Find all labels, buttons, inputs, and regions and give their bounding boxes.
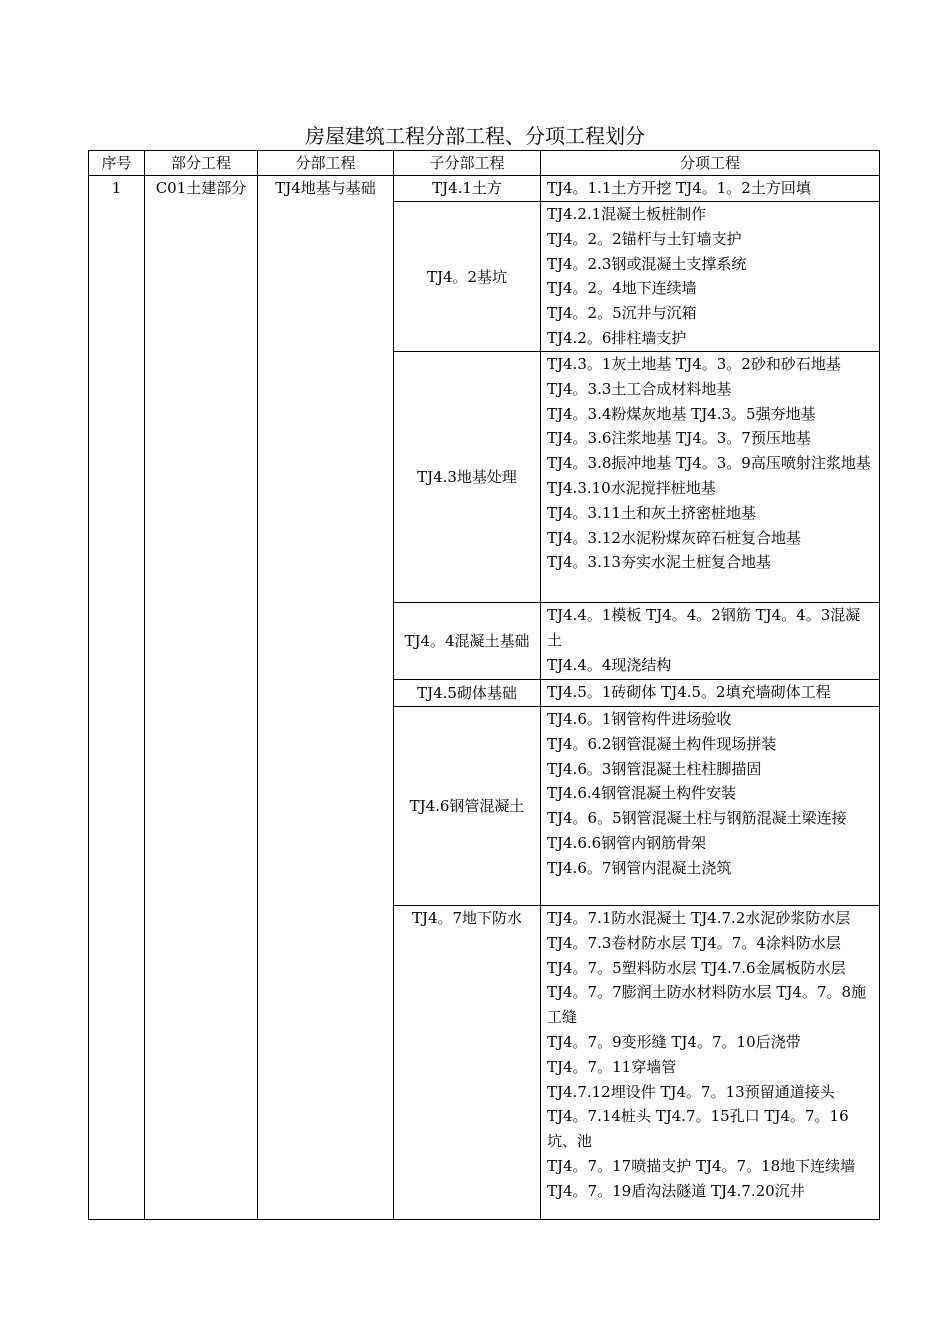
header-division: 分部工程 bbox=[258, 151, 394, 176]
item-line: TJ4。3.13夯实水泥土桩复合地基 bbox=[547, 553, 771, 572]
item-line: TJ4。7。9变形缝 TJ4。7。10后浇带 bbox=[547, 1032, 801, 1051]
cell-subdivision: TJ4.6钢管混凝土 bbox=[394, 707, 541, 906]
cell-subdivision: TJ4。2基坑 bbox=[394, 202, 541, 352]
cell-subdivision: TJ4.5砌体基础 bbox=[394, 680, 541, 707]
item-line: TJ4。7.3卷材防水层 TJ4。7。4涂料防水层 bbox=[547, 933, 841, 952]
item-line: TJ4.5。1砖砌体 TJ4.5。2填充墙砌体工程 bbox=[547, 683, 831, 701]
item-line: TJ4.3.10水泥搅拌桩地基 bbox=[547, 478, 716, 497]
header-items: 分项工程 bbox=[541, 151, 880, 176]
item-line: TJ4。3.8振冲地基 TJ4。3。9高压喷射注浆地基 bbox=[547, 454, 871, 473]
cell-subdivision: TJ4。4混凝土基础 bbox=[394, 603, 541, 680]
cell-items bbox=[541, 603, 880, 680]
item-line: TJ4.3。1灰土地基 TJ4。3。2砂和砂石地基 bbox=[547, 355, 841, 373]
item-line: TJ4.2。6排柱墙支护 bbox=[547, 328, 687, 347]
cell-items bbox=[541, 176, 880, 202]
item-line: TJ4。3.12水泥粉煤灰碎石桩复合地基 bbox=[547, 528, 801, 547]
item-line: TJ4。3.4粉煤灰地基 TJ4.3。5强夯地基 bbox=[547, 404, 816, 423]
item-line: TJ4。2。2锚杆与土钉墙支护 bbox=[547, 229, 742, 248]
item-line: TJ4.6。3钢管混凝土柱柱脚描固 bbox=[547, 759, 762, 778]
table-row bbox=[89, 176, 880, 202]
cell-subdivision: TJ4。7地下防水 bbox=[394, 906, 541, 1220]
cell-seq: 1 bbox=[89, 176, 145, 1220]
item-line: TJ4。7.1防水混凝土 TJ4.7.2水泥砂浆防水层 bbox=[547, 909, 851, 927]
item-line: TJ4.6。7钢管内混凝土浇筑 bbox=[547, 858, 732, 877]
cell-division: TJ4地基与基础 bbox=[258, 176, 394, 1220]
item-line: TJ4.2.1混凝土板桩制作 bbox=[547, 205, 707, 223]
item-line: TJ4.6。1钢管构件进场验收 bbox=[547, 710, 732, 728]
item-line: TJ4。3.3土工合成材料地基 bbox=[547, 379, 732, 398]
page-title: 房屋建筑工程分部工程、分项工程划分 bbox=[305, 124, 645, 148]
cell-items bbox=[541, 352, 880, 603]
item-line: TJ4。7。17喷描支护 TJ4。7。18地下连续墙 bbox=[547, 1156, 856, 1175]
item-line: TJ4。3.11土和灰土挤密桩地基 bbox=[547, 503, 756, 522]
item-line: TJ4。7。19盾沟法隧道 TJ4.7.20沉井 bbox=[547, 1181, 805, 1200]
item-line: TJ4。2。4地下连续墙 bbox=[547, 279, 697, 298]
division-table bbox=[88, 150, 880, 1220]
item-line: TJ4。6.2钢管混凝土构件现场拼装 bbox=[547, 734, 777, 753]
item-line: TJ4。7.14桩头 TJ4.7。15孔口 TJ4。7。16坑、池 bbox=[547, 1107, 849, 1151]
header-seq: 序号 bbox=[89, 151, 145, 176]
item-line: TJ4.4。1模板 TJ4。4。2钢筋 TJ4。4。3混凝土 bbox=[547, 606, 861, 649]
header-subdivision: 子分部工程 bbox=[394, 151, 541, 176]
cell-items bbox=[541, 906, 880, 1220]
cell-subdivision: TJ4.1土方 bbox=[394, 176, 541, 202]
item-line: TJ4。7。11穿墙管 bbox=[547, 1057, 677, 1076]
item-line: TJ4.6.6钢管内钢筋骨架 bbox=[547, 833, 707, 852]
item-line: TJ4.7.12埋设件 TJ4。7。13预留通道接头 bbox=[547, 1082, 835, 1101]
item-line: TJ4。7。5塑料防水层 TJ4.7.6金属板防水层 bbox=[547, 958, 846, 977]
table-header-row bbox=[89, 151, 880, 176]
cell-subdivision: TJ4.3地基处理 bbox=[394, 352, 541, 603]
header-part: 部分工程 bbox=[145, 151, 258, 176]
item-line: TJ4。2.3钢或混凝土支撑系统 bbox=[547, 254, 747, 273]
cell-items bbox=[541, 707, 880, 906]
item-line: TJ4。7。7膨润土防水材料防水层 TJ4。7。8施工缝 bbox=[547, 983, 867, 1027]
cell-part: C01土建部分 bbox=[145, 176, 258, 1220]
item-line: TJ4。2。5沉井与沉箱 bbox=[547, 304, 697, 323]
item-line: TJ4。1.1土方开挖 TJ4。1。2土方回填 bbox=[547, 179, 811, 197]
cell-items bbox=[541, 680, 880, 707]
item-line: TJ4.6.4钢管混凝土构件安装 bbox=[547, 784, 737, 803]
item-line: TJ4。3.6注浆地基 TJ4。3。7预压地基 bbox=[547, 429, 811, 448]
item-line: TJ4。6。5钢管混凝土柱与钢筋混凝土梁连接 bbox=[547, 809, 847, 828]
item-line: TJ4.4。4现浇结构 bbox=[547, 655, 672, 674]
cell-items bbox=[541, 202, 880, 352]
